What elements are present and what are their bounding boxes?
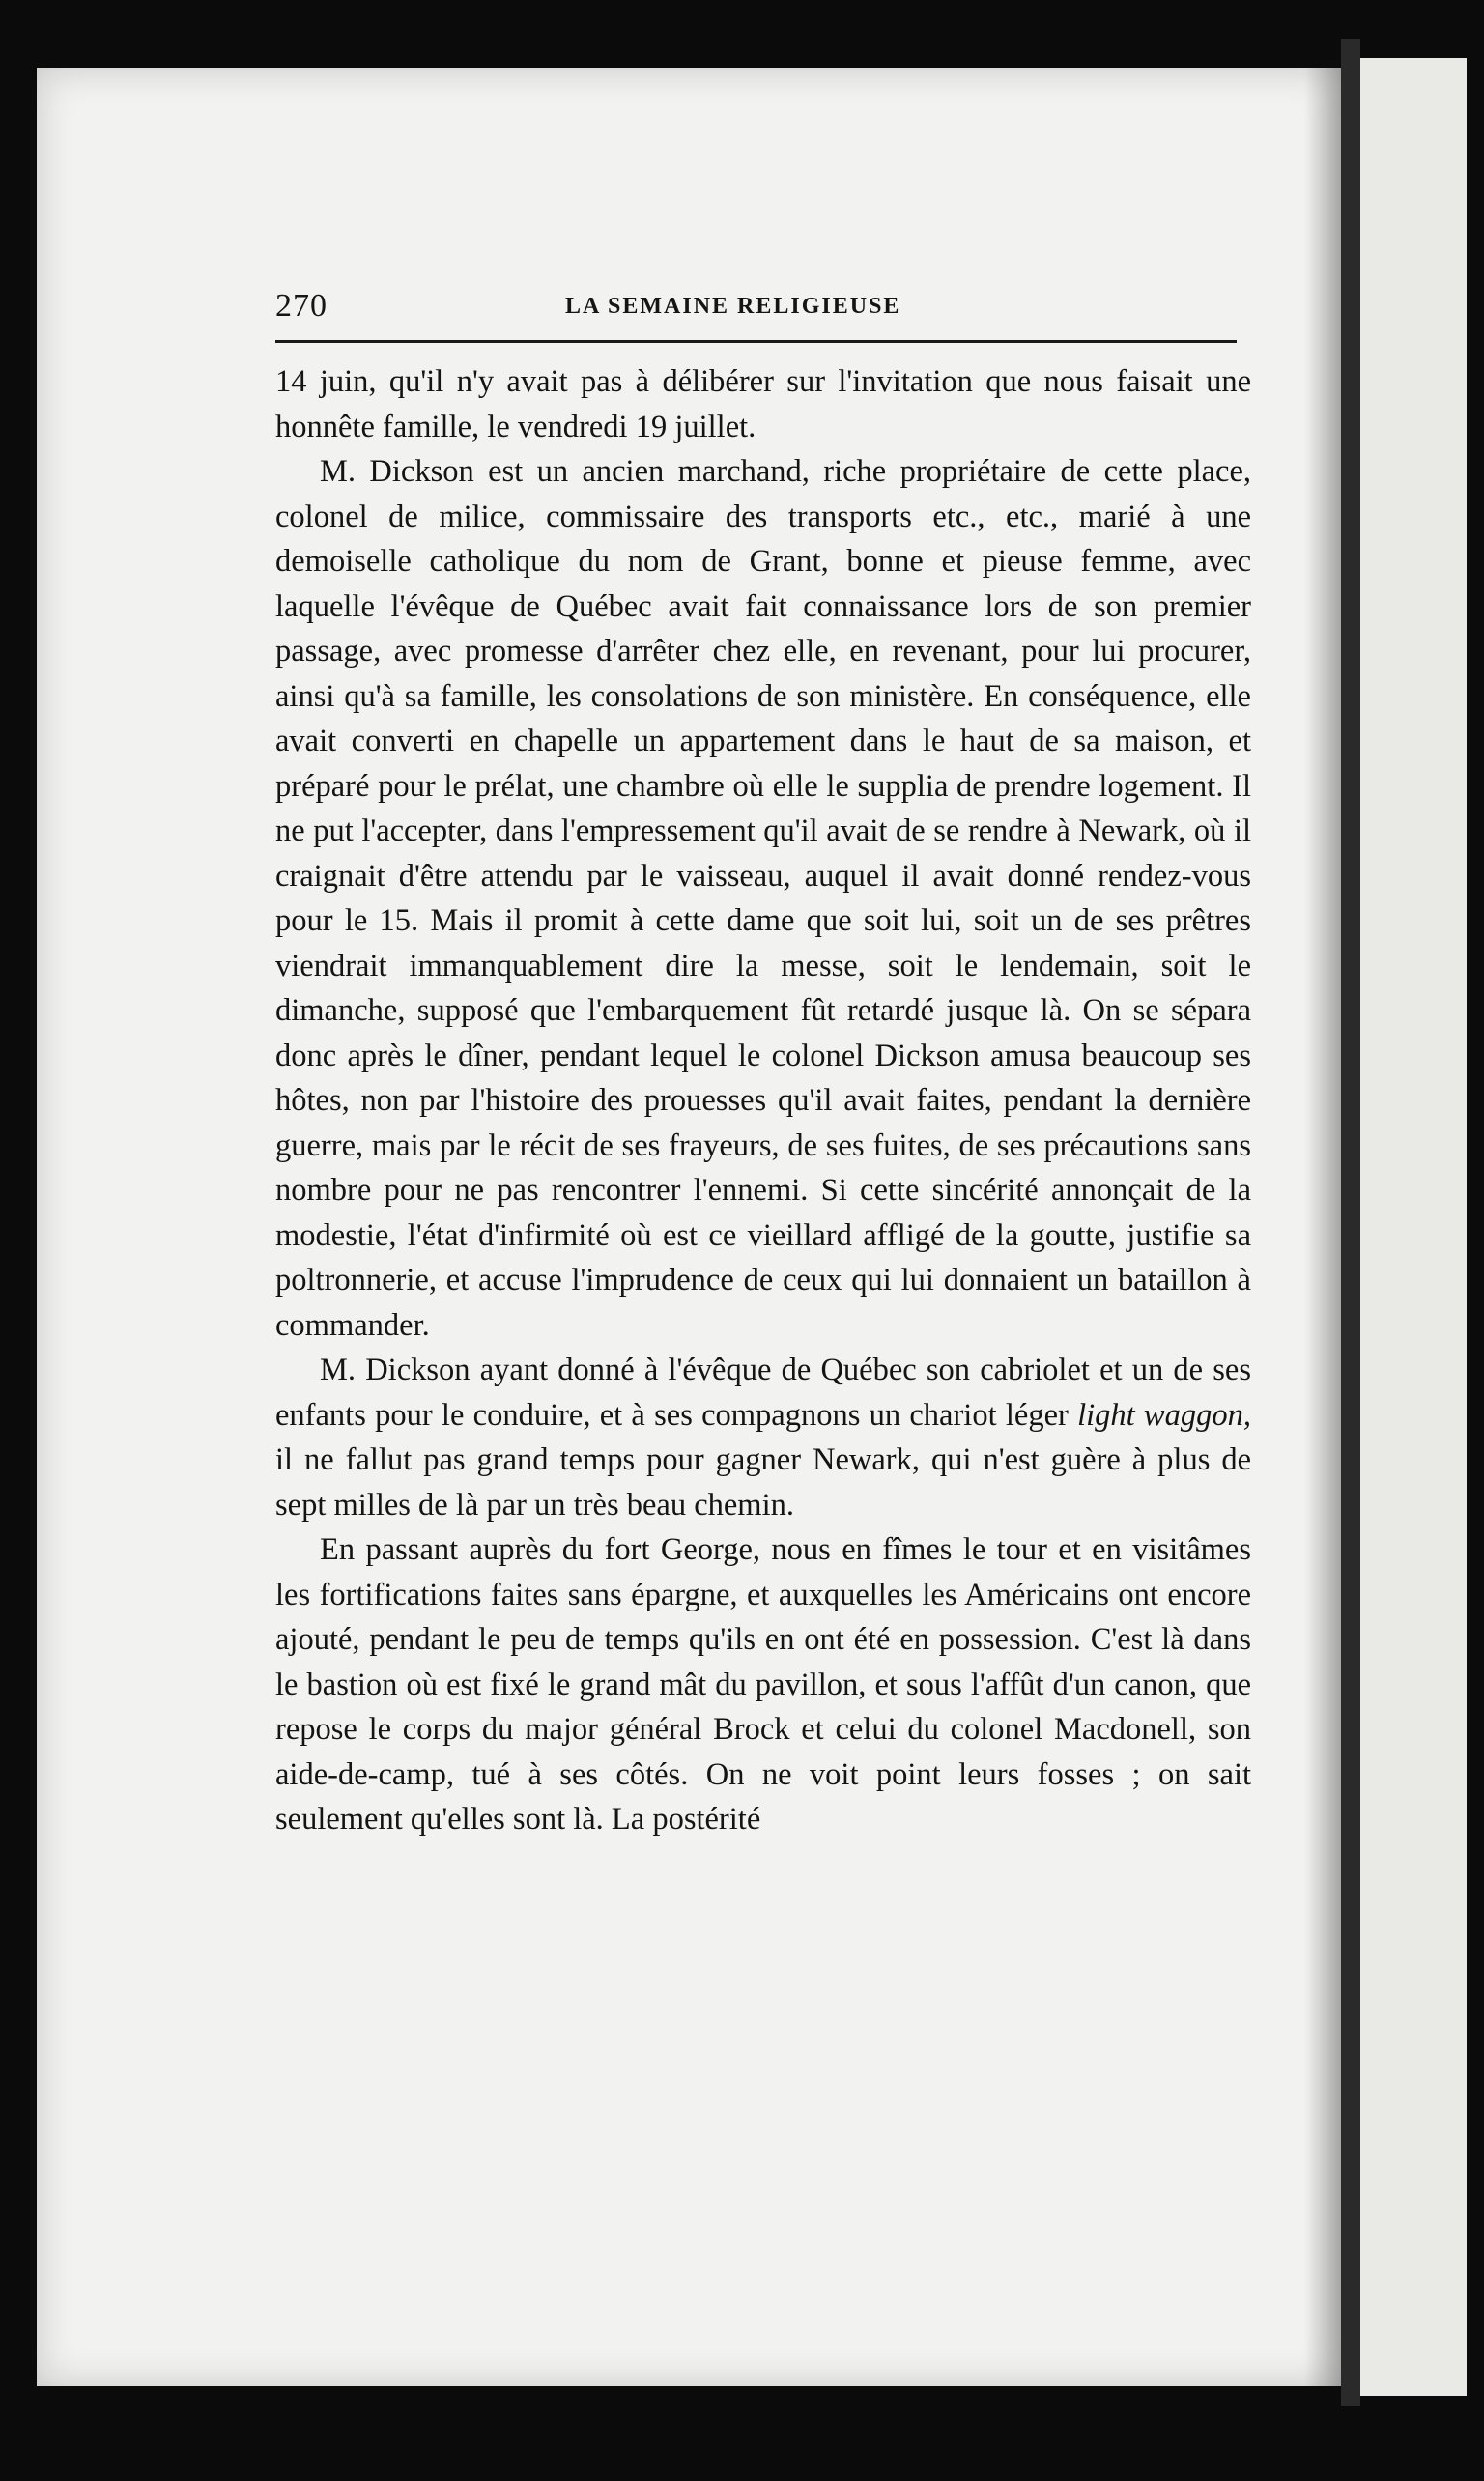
journal-title: LA SEMAINE RELIGIEUSE <box>565 294 901 319</box>
adjacent-page-edge <box>1360 58 1467 2396</box>
running-head <box>275 288 1237 336</box>
italic-term: light waggon, <box>1077 1397 1251 1433</box>
article-body <box>275 359 1251 1842</box>
paragraph-continuation: 14 juin, qu'il n'y avait pas à délibérer sur l'invitation que nous faisait une honnête famille, le vendredi 19 juillet. <box>275 364 1251 444</box>
page-edge <box>1341 39 1360 2406</box>
paragraph-cabriolet-end: il ne fallut pas grand temps pour gagner Newark, qui n'est guère à plus de sept milles de là par un très beau chemin. <box>275 1442 1251 1523</box>
page-number: 270 <box>275 288 328 324</box>
gutter-shadow <box>1304 68 1341 2386</box>
paragraph-cabriolet-start: M. Dickson ayant donné à l'évêque de Québec son cabriolet et un de ses enfants pour le conduire, et à ses compagnons un chariot léger <box>275 1353 1251 1433</box>
paragraph-dickson: M. Dickson est un ancien marchand, riche propriétaire de cette place, colonel de milice, commissaire des transports etc., etc., marié à une demoiselle catholique du nom de Grant, bonne et pieuse femme, avec laquelle l'évêque de Québec avait fait connaissance lors de son premier passage, avec promesse d'arrêter chez elle, en revenant, pour lui procurer, ainsi qu'à sa famille, les consolations de son ministère. En conséquence, elle avait converti en chapelle un appartement dans le haut de sa maison, et préparé pour le prélat, une chambre où elle le supplia de prendre logement. Il ne put l'accepter, dans l'empressement qu'il avait de se rendre à Newark, où il craignait d'être attendu par le vaisseau, auquel il avait donné rendez-vous pour le 15. Mais il promit à cette dame que soit lui, soit un de ses prêtres viendrait immanquablement dire la messe, soit le lendemain, soit le dimanche, supposé que l'embarquement fût retardé jusque là. On se sépara donc après le dîner, pendant lequel le colonel Dickson amusa beaucoup ses hôtes, non par l'histoire des prouesses qu'il avait faites, pendant la dernière guerre, mais par le récit de ses frayeurs, de ses fuites, de ses précautions sans nombre pour ne pas rencontrer l'ennemi. Si cette sincérité annonçait de la modestie, l'état d'infirmité où est ce vieillard affligé de la goutte, justifie sa poltronnerie, et accuse l'imprudence de ceux qui lui donnaient un bataillon à commander. <box>275 454 1251 1343</box>
paragraph-fort-george: En passant auprès du fort George, nous en fîmes le tour et en visitâmes les fortifications faites sans épargne, et auxquelles les Américains ont encore ajouté, pendant le peu de temps qu'ils en ont été en possession. C'est là dans le bastion où est fixé le grand mât du pavillon, et sous l'affût d'un canon, que repose le corps du major général Brock et celui du colonel Macdonell, son aide-de-camp, tué à ses côtés. On ne voit point leurs fosses ; on sait seulement qu'elles sont là. La postérité <box>275 1532 1251 1837</box>
paragraph-cabriolet <box>275 1348 1251 1527</box>
header-rule <box>275 340 1237 343</box>
